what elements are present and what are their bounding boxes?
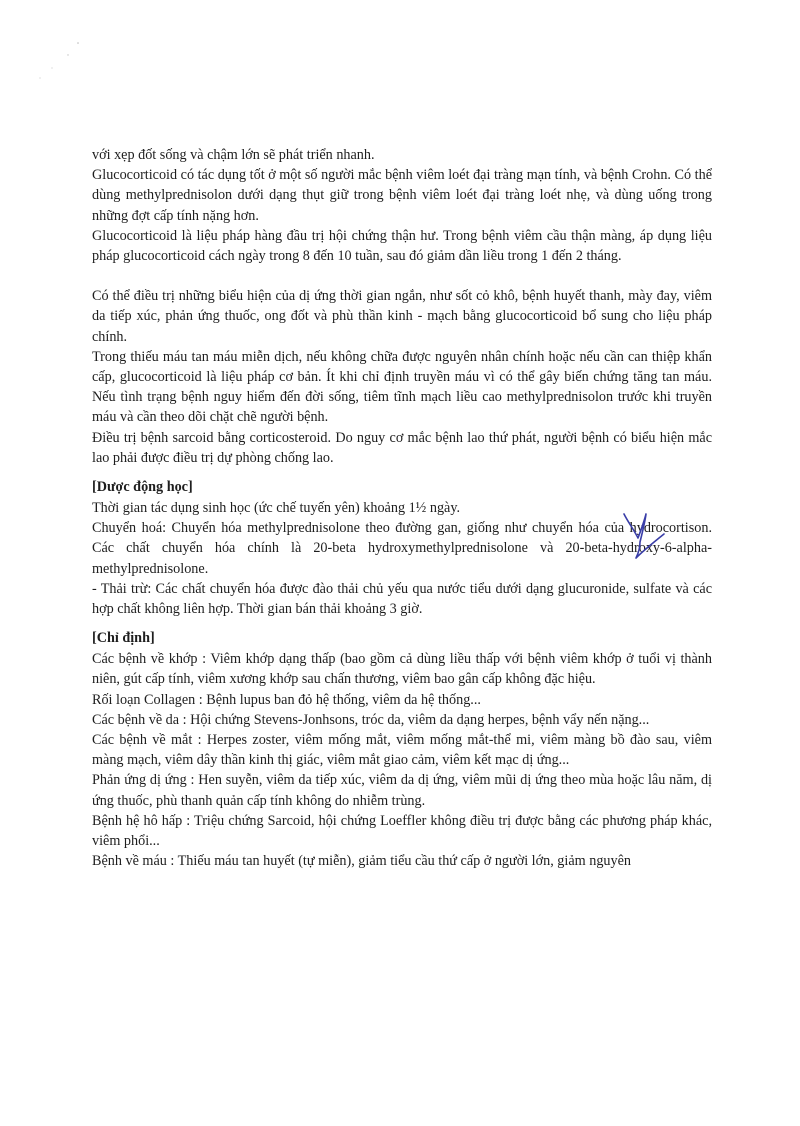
paragraph: Các bệnh về da : Hội chứng Stevens-Jonhsons, tróc da, viêm da dạng herpes, bệnh vẩy nến nặng... [92,711,650,728]
handwritten-check-mark [618,508,668,563]
paragraph: Glucocorticoid có tác dụng tốt ở một số người mắc bệnh viêm loét đại tràng mạn tính, và bệnh Crohn. Có thể dùng methylprednisolon dưới dạng thụt giữ trong bệnh viêm loét đại tràng loét nhẹ, và dùng uống trong những đợt cấp tính nặng hơn. [92,167,712,224]
paragraph: Có thể điều trị những biểu hiện của dị ứng thời gian ngắn, như sốt cỏ khô, bệnh huyết thanh, mày đay, viêm da tiếp xúc, phản ứng thuốc, ong đốt và phù thần kinh - mạch bằng glucocorticoid bổ sung cho liệu pháp chính. [92,288,712,345]
paragraph: Thời gian tác dụng sinh học (ức chế tuyến yên) khoảng 1½ ngày. [92,500,461,517]
paragraph: Điều trị bệnh sarcoid bằng corticosteroid. Do nguy cơ mắc bệnh lao thứ phát, người bệnh có biểu hiện mắc lao phải được điều trị dự phòng chống lao. [92,429,712,466]
scan-speck-marks [30,40,90,85]
paragraph: Bệnh hệ hô hấp : Triệu chứng Sarcoid, hội chứng Loeffler không điều trị được bằng các phương pháp khác, viêm phổi... [92,812,712,850]
paragraph: Chuyển hoá: Chuyển hóa methylprednisolone theo đường gan, giống như chuyển hóa của hydrocortison. Các chất chuyển hóa chính là 20-beta hydroxymethylprednisolone và 20-beta-hydroxy-6-alpha-methylprednisolone. [92,520,712,577]
paragraph: Glucocorticoid là liệu pháp hàng đầu trị hội chứng thận hư. Trong bệnh viêm cầu thận màng, áp dụng liệu pháp glucocorticoid cách ngày trong 8 đến 10 tuần, sau đó giảm dần liều trong 1 đến 2 tháng. [92,227,712,265]
paragraph: Bệnh về máu : Thiếu máu tan huyết (tự miễn), giảm tiểu cầu thứ cấp ở người lớn, giảm nguyên [92,853,631,870]
paragraph: Các bệnh về mắt : Herpes zoster, viêm mống mắt, viêm mống mắt-thể mi, viêm màng bồ đào sau, viêm màng mạch, viêm dây thần kinh thị giác, viêm mắt giao cảm, viêm kết mạc dị ứng... [92,732,712,769]
section-heading-indications: [Chỉ định] [92,630,155,647]
section-heading-pharmacokinetics: [Dược động học] [92,479,193,496]
paragraph: - Thải trừ: Các chất chuyển hóa được đào thải chủ yếu qua nước tiểu dưới dạng glucuronide, sulfate và các hợp chất không liên hợp. Thời gian bán thải khoảng 3 giờ. [92,580,712,618]
paragraph: Trong thiếu máu tan máu miễn dịch, nếu không chữa được nguyên nhân chính hoặc nếu cần can thiệp khẩn cấp, glucocorticoid là liệu pháp cơ bản. Ít khi chỉ định truyền máu vì có thể gây biến chứng tăng tan máu. Nếu tình trạng bệnh nguy hiểm đến đời sống, tiêm tĩnh mạch liều cao methylprednisolon trước khi truyền máu và cần theo dõi chặt chẽ người bệnh. [92,348,712,426]
paragraph: với xẹp đốt sống và chậm lớn sẽ phát triển nhanh. [92,147,375,163]
paragraph: Phản ứng dị ứng : Hen suyễn, viêm da tiếp xúc, viêm da dị ứng, viêm mũi dị ứng theo mùa hoặc lâu năm, dị ứng thuốc, phù thanh quản cấp tính không do nhiễm trùng. [92,772,712,809]
paragraph: Các bệnh về khớp : Viêm khớp dạng thấp (bao gồm cả dùng liều thấp với bệnh viêm khớp ở tuổi vị thành niên, gút cấp tính, viêm xương khớp sau chấn thương, viêm bao gân cấp không đặc hiệu. [92,651,712,688]
paragraph: Rối loạn Collagen : Bệnh lupus ban đỏ hệ thống, viêm da hệ thống... [92,691,481,708]
